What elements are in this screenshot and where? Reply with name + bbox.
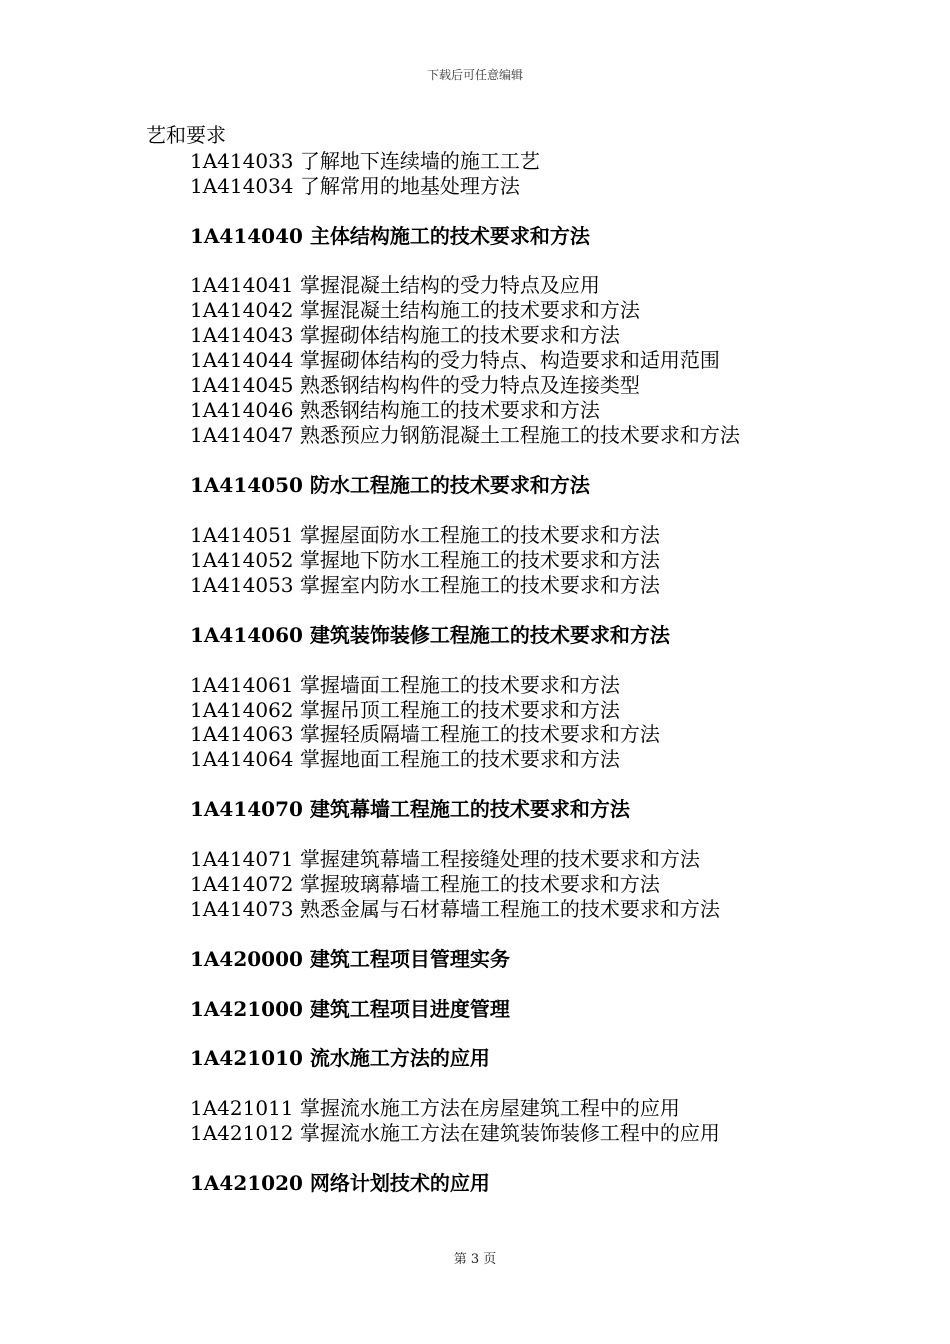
page-number: 第 3 页 [453, 1252, 497, 1267]
list-item: 1A414061 掌握墙面工程施工的技术要求和方法 [190, 673, 620, 697]
list-item: 1A414063 掌握轻质隔墙工程施工的技术要求和方法 [190, 722, 660, 746]
list-item: 1A414034 了解常用的地基处理方法 [190, 174, 520, 198]
list-item: 1A414052 掌握地下防水工程施工的技术要求和方法 [190, 548, 660, 572]
section-heading: 1A421000 建筑工程项目进度管理 [190, 997, 510, 1021]
page-header: 下载后可任意编辑 [426, 68, 523, 82]
section-heading: 1A414040 主体结构施工的技术要求和方法 [190, 224, 590, 248]
list-item: 1A414046 熟悉钢结构施工的技术要求和方法 [190, 398, 600, 422]
list-item: 1A414053 掌握室内防水工程施工的技术要求和方法 [190, 573, 660, 597]
list-item: 1A414064 掌握地面工程施工的技术要求和方法 [190, 747, 620, 771]
list-item: 1A414047 熟悉预应力钢筋混凝土工程施工的技术要求和方法 [190, 423, 740, 447]
list-item: 1A414042 掌握混凝土结构施工的技术要求和方法 [190, 298, 640, 322]
list-item: 1A414033 了解地下连续墙的施工工艺 [190, 149, 540, 173]
list-item: 1A414051 掌握屋面防水工程施工的技术要求和方法 [190, 523, 660, 547]
list-item: 1A414044 掌握砌体结构的受力特点、构造要求和适用范围 [190, 348, 720, 372]
section-heading: 1A414070 建筑幕墙工程施工的技术要求和方法 [190, 797, 630, 821]
list-item: 1A414045 熟悉钢结构构件的受力特点及连接类型 [190, 373, 640, 397]
list-item: 1A414073 熟悉金属与石材幕墙工程施工的技术要求和方法 [190, 897, 720, 921]
list-item: 1A421012 掌握流水施工方法在建筑装饰装修工程中的应用 [190, 1121, 720, 1145]
list-item: 1A414072 掌握玻璃幕墙工程施工的技术要求和方法 [190, 872, 660, 896]
section-heading: 1A421010 流水施工方法的应用 [190, 1046, 490, 1070]
section-heading: 1A414050 防水工程施工的技术要求和方法 [190, 473, 590, 497]
list-item: 1A414041 掌握混凝土结构的受力特点及应用 [190, 273, 600, 297]
section-heading: 1A414060 建筑装饰装修工程施工的技术要求和方法 [190, 623, 670, 647]
continued-text: 艺和要求 [146, 123, 226, 147]
list-item: 1A414071 掌握建筑幕墙工程接缝处理的技术要求和方法 [190, 847, 700, 871]
section-heading: 1A420000 建筑工程项目管理实务 [190, 947, 510, 971]
list-item: 1A421011 掌握流水施工方法在房屋建筑工程中的应用 [190, 1096, 680, 1120]
section-heading: 1A421020 网络计划技术的应用 [190, 1171, 490, 1195]
list-item: 1A414062 掌握吊顶工程施工的技术要求和方法 [190, 698, 620, 722]
list-item: 1A414043 掌握砌体结构施工的技术要求和方法 [190, 323, 620, 347]
